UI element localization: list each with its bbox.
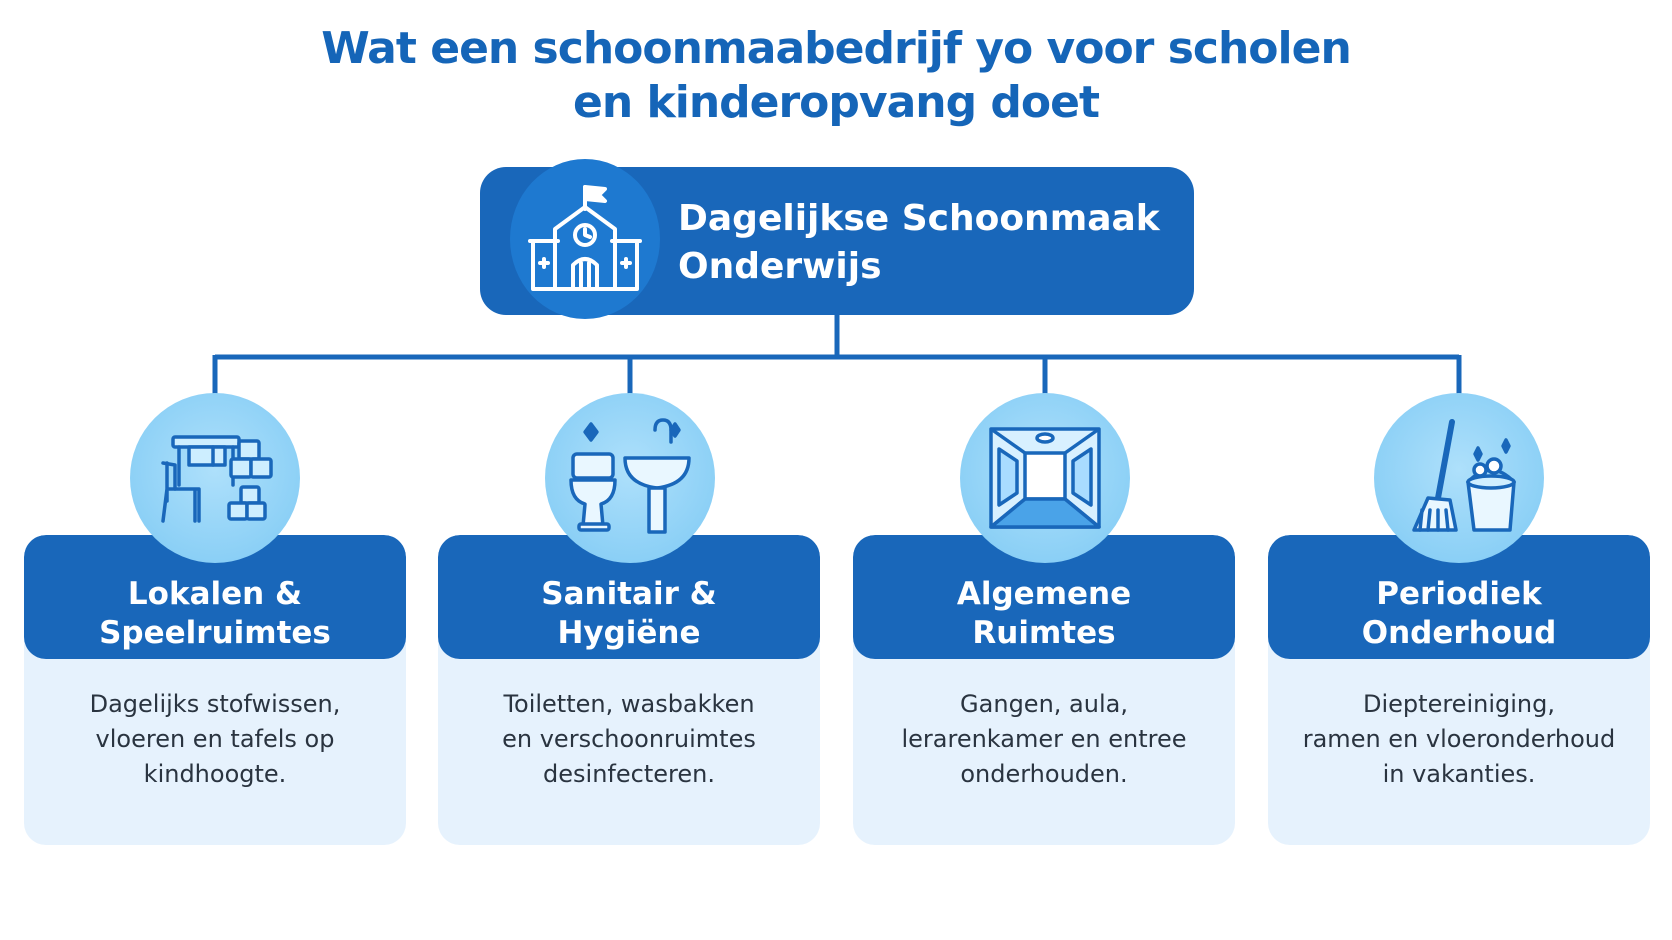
card-description <box>1288 687 1630 792</box>
category-card-lokalen <box>24 535 406 845</box>
root-node <box>480 167 1194 315</box>
card-desc-line-1: Toiletten, wasbakken <box>503 690 755 718</box>
card-desc-line-3: onderhouden. <box>960 760 1128 788</box>
card-title-line-2: Ruimtes <box>972 615 1116 651</box>
card-title-line-2: Hygiëne <box>557 615 701 651</box>
card-desc-line-2: vloeren en tafels op <box>95 725 335 753</box>
card-title-line-2: Onderhoud <box>1361 615 1557 651</box>
card-desc-line-1: Dieptereiniging, <box>1363 690 1555 718</box>
card-description <box>873 687 1215 792</box>
root-label-line-2: Onderwijs <box>678 246 882 287</box>
card-title-line-1: Lokalen & <box>127 576 303 612</box>
category-card-sanitair <box>438 535 820 845</box>
category-card-periodiek <box>1268 535 1650 845</box>
card-desc-line-3: in vakanties. <box>1382 760 1536 788</box>
card-title-line-1: Periodiek <box>1376 576 1542 612</box>
card-desc-line-3: kindhoogte. <box>143 760 287 788</box>
card-desc-line-2: lerarenkamer en entree <box>901 725 1187 753</box>
card-description <box>44 687 386 792</box>
title-line-2: en kinderopvang doet <box>572 77 1100 128</box>
title-line-1: Wat een schoonmaabedrijf yo voor scholen <box>321 23 1351 74</box>
toilet-sink-icon <box>545 393 715 563</box>
school-building-icon <box>510 159 660 319</box>
card-desc-line-1: Gangen, aula, <box>960 690 1128 718</box>
card-desc-line-2: ramen en vloeronderhoud <box>1302 725 1616 753</box>
broom-bucket-icon <box>1374 393 1544 563</box>
root-label-line-1: Dagelijkse Schoonmaak <box>678 198 1160 239</box>
desk-chair-blocks-icon <box>130 393 300 563</box>
card-desc-line-3: desinfecteren. <box>543 760 715 788</box>
page-title <box>236 22 1436 130</box>
card-description <box>458 687 800 792</box>
card-desc-line-1: Dagelijks stofwissen, <box>89 690 341 718</box>
card-title-line-2: Speelruimtes <box>99 615 331 651</box>
card-title-line-1: Algemene <box>956 576 1132 612</box>
category-card-algemene-ruimtes <box>853 535 1235 845</box>
card-title-line-1: Sanitair & <box>541 576 717 612</box>
hallway-icon <box>960 393 1130 563</box>
root-label <box>678 195 1160 291</box>
card-desc-line-2: en verschoonruimtes <box>502 725 756 753</box>
